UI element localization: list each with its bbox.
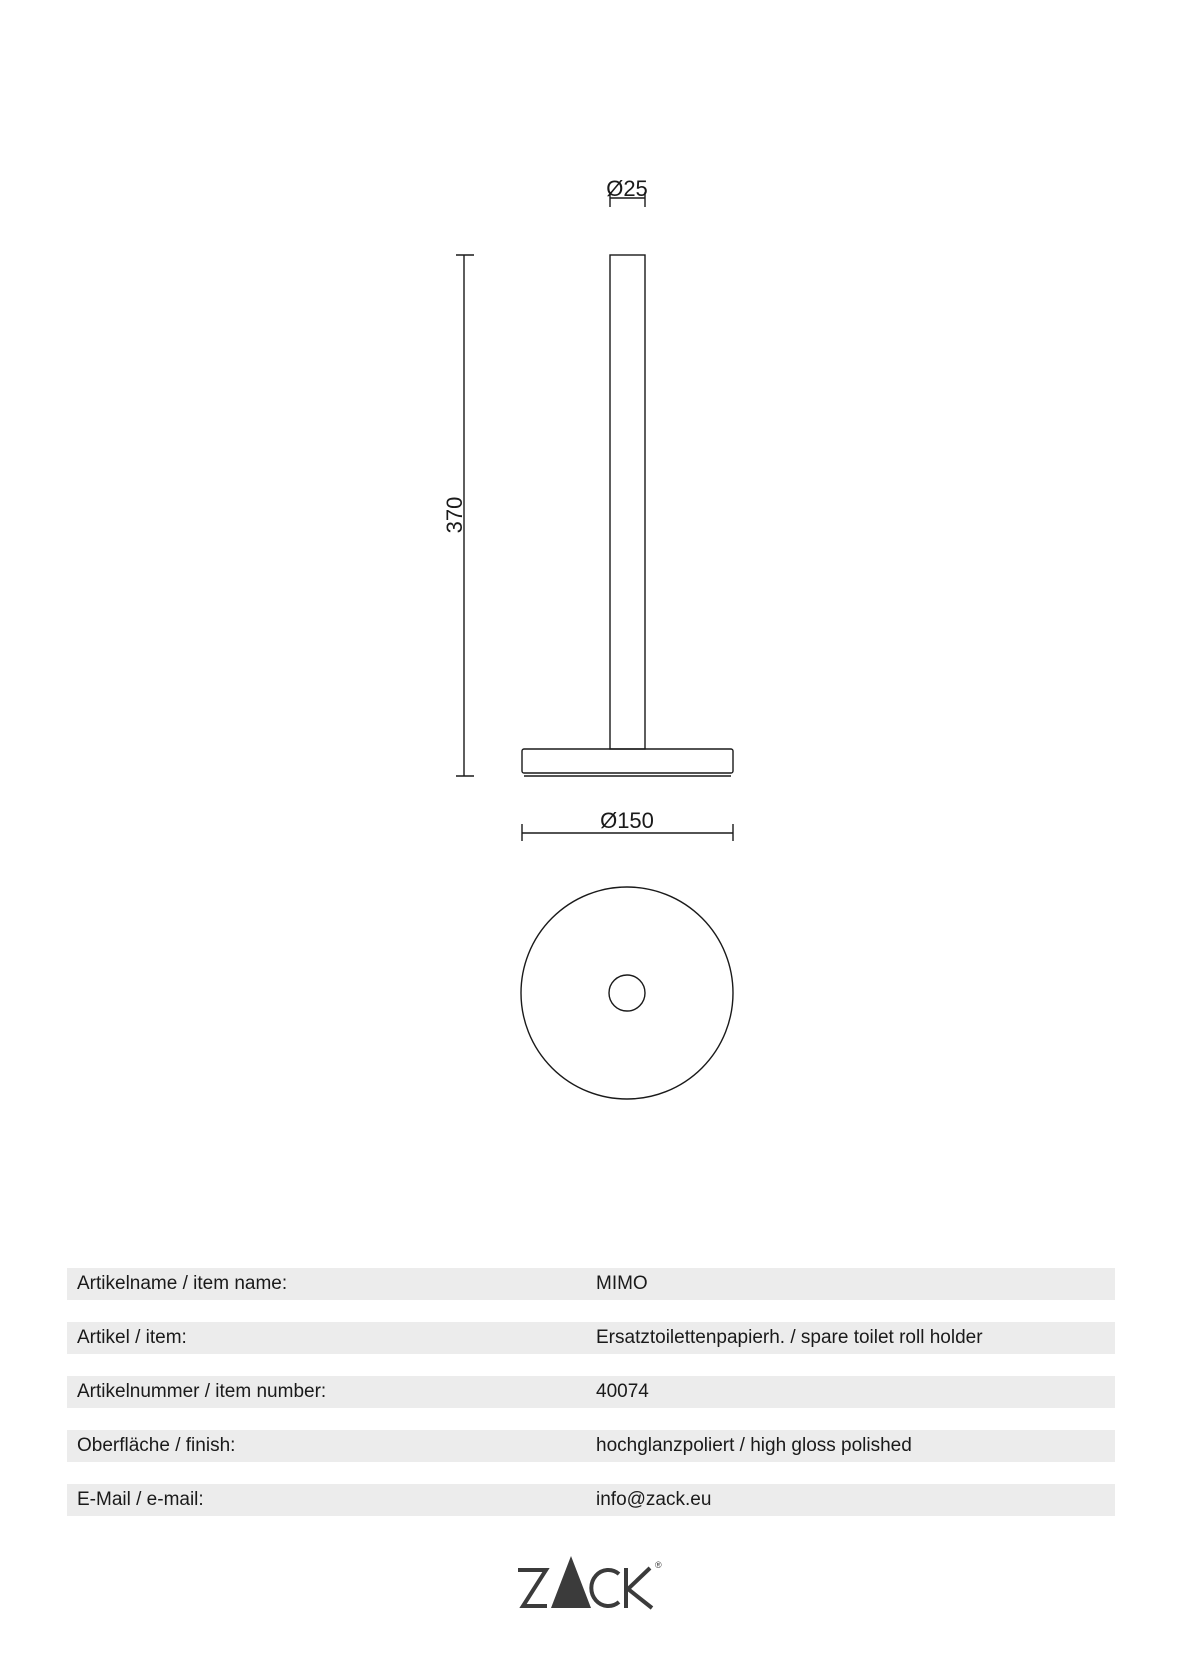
- spec-table: [67, 1268, 1115, 1538]
- spec-label: Artikel / item:: [77, 1327, 187, 1348]
- rod-side-view: [610, 255, 645, 749]
- spec-value: Ersatztoilettenpapierh. / spare toilet roll holder: [596, 1327, 983, 1348]
- spec-label: Artikelnummer / item number:: [77, 1381, 327, 1402]
- svg-text:®: ®: [655, 1560, 662, 1570]
- height-label: 370: [442, 496, 467, 534]
- base-diameter-label: Ø150: [600, 808, 654, 833]
- spec-value: info@zack.eu: [596, 1489, 712, 1510]
- rod-top-view: [609, 975, 645, 1011]
- base-top-view: [521, 887, 733, 1099]
- spec-value: hochglanzpoliert / high gloss polished: [596, 1435, 912, 1456]
- spec-value: MIMO: [596, 1273, 648, 1294]
- spec-row-item-name: [67, 1268, 1115, 1300]
- spec-row-item-number: [67, 1376, 1115, 1408]
- spec-label: E-Mail / e-mail:: [77, 1489, 204, 1510]
- spec-row-finish: [67, 1430, 1115, 1462]
- zack-logo: [515, 1548, 665, 1618]
- rod-diameter-label: Ø25: [606, 176, 648, 201]
- spec-label: Oberfläche / finish:: [77, 1435, 236, 1456]
- spec-label: Artikelname / item name:: [77, 1273, 288, 1294]
- spec-value: 40074: [596, 1381, 649, 1402]
- spec-row-item: [67, 1322, 1115, 1354]
- base-side-view: [522, 749, 733, 773]
- spec-row-email: [67, 1484, 1115, 1516]
